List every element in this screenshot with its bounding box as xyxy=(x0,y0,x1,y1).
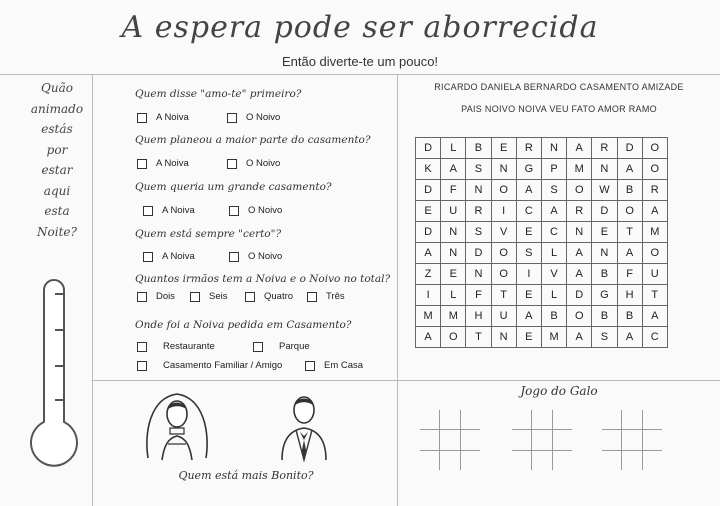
word-search-cell[interactable]: M xyxy=(541,327,566,348)
option-label: Quatro xyxy=(264,291,294,302)
word-search-cell[interactable]: N xyxy=(491,327,516,348)
groom-icon xyxy=(274,388,334,462)
tictactoe-board[interactable] xyxy=(420,410,480,470)
checkbox[interactable] xyxy=(245,292,255,302)
word-search-cell[interactable]: E xyxy=(516,327,541,348)
word-search-row xyxy=(416,180,668,201)
question-line: estás xyxy=(41,122,73,136)
word-search-cell[interactable]: E xyxy=(441,264,466,285)
word-search-cell[interactable]: A xyxy=(567,138,592,159)
word-search-cell[interactable]: S xyxy=(466,222,491,243)
word-search-cell[interactable]: O xyxy=(491,180,516,201)
word-search-cell[interactable]: N xyxy=(592,159,617,180)
option-label: O Noivo xyxy=(248,251,283,262)
quiz-option[interactable] xyxy=(137,360,282,371)
word-search-cell[interactable]: A xyxy=(567,243,592,264)
word-search-cell[interactable]: B xyxy=(541,306,566,327)
word-search-cell[interactable]: D xyxy=(617,138,642,159)
page-subtitle: Então diverte-te um pouco! xyxy=(281,54,439,69)
quiz-option[interactable] xyxy=(137,112,189,123)
quiz-option[interactable] xyxy=(229,205,282,216)
word-search-cell[interactable]: T xyxy=(491,285,516,306)
checkbox[interactable] xyxy=(229,252,239,262)
quiz-question: Quem está sempre "certo"? xyxy=(135,228,282,240)
option-label: A Noiva xyxy=(156,158,189,169)
word-search-cell[interactable]: K xyxy=(416,159,441,180)
tictactoe-board[interactable] xyxy=(512,410,572,470)
word-search-cell[interactable]: M xyxy=(642,222,667,243)
option-label: A Noiva xyxy=(156,112,189,123)
word-search-cell[interactable]: A xyxy=(441,159,466,180)
excitement-question xyxy=(28,78,86,242)
word-search-cell[interactable]: R xyxy=(642,180,667,201)
top-divider xyxy=(0,74,720,75)
word-search-cell[interactable]: A xyxy=(617,159,642,180)
option-label: Dois xyxy=(156,291,176,302)
page-title: A espera pode ser aborrecida xyxy=(121,10,599,45)
word-search-cell[interactable]: A xyxy=(642,201,667,222)
word-search-cell[interactable]: R xyxy=(592,138,617,159)
word-search-cell[interactable]: A xyxy=(617,327,642,348)
word-search-cell[interactable]: O xyxy=(642,138,667,159)
word-search-cell[interactable]: S xyxy=(541,180,566,201)
word-search-cell[interactable]: D xyxy=(567,285,592,306)
word-search-cell[interactable]: D xyxy=(592,201,617,222)
word-list-line-1: RICARDO DANIELA BERNARDO CASAMENTO AMIZADE xyxy=(434,82,684,92)
quiz-option[interactable] xyxy=(227,112,280,123)
quiz-option[interactable] xyxy=(137,158,189,169)
checkbox[interactable] xyxy=(137,292,147,302)
word-search-cell[interactable]: L xyxy=(441,285,466,306)
word-search-cell[interactable]: N xyxy=(592,243,617,264)
word-search-cell[interactable]: O xyxy=(441,327,466,348)
option-label: A Noiva xyxy=(162,251,195,262)
option-label: Em Casa xyxy=(324,360,364,371)
word-search-cell[interactable]: O xyxy=(642,243,667,264)
word-search-cell[interactable]: E xyxy=(516,222,541,243)
word-search-cell[interactable]: N xyxy=(541,138,566,159)
checkbox[interactable] xyxy=(190,292,200,302)
word-search-cell[interactable]: M xyxy=(567,159,592,180)
word-search-cell[interactable]: L xyxy=(441,138,466,159)
option-label: O Noivo xyxy=(246,112,281,123)
word-search-cell[interactable]: A xyxy=(541,201,566,222)
tictactoe-title: Jogo do Galo xyxy=(520,384,598,398)
option-label: O Noivo xyxy=(246,158,281,169)
word-search-cell[interactable]: C xyxy=(516,201,541,222)
word-search-cell[interactable]: B xyxy=(617,180,642,201)
question-line: Noite? xyxy=(37,224,77,239)
word-search-cell[interactable]: B xyxy=(592,306,617,327)
tictactoe-board[interactable] xyxy=(602,410,662,470)
word-search-cell[interactable]: O xyxy=(567,180,592,201)
quiz-option[interactable] xyxy=(143,205,195,216)
word-search-cell[interactable]: T xyxy=(617,222,642,243)
checkbox[interactable] xyxy=(227,113,237,123)
bottom-divider xyxy=(92,380,720,381)
word-search-cell[interactable]: M xyxy=(441,306,466,327)
word-search-cell[interactable]: B xyxy=(466,138,491,159)
checkbox[interactable] xyxy=(307,292,317,302)
word-search-cell[interactable]: D xyxy=(416,138,441,159)
word-search-cell[interactable]: H xyxy=(617,285,642,306)
word-search-row xyxy=(416,201,668,222)
word-search-cell[interactable]: F xyxy=(617,264,642,285)
word-search-cell[interactable]: E xyxy=(416,201,441,222)
word-search-cell[interactable]: N xyxy=(441,222,466,243)
word-search-cell[interactable]: T xyxy=(642,285,667,306)
bride-icon xyxy=(140,388,215,462)
word-search-cell[interactable]: L xyxy=(541,285,566,306)
word-search-cell[interactable]: A xyxy=(567,327,592,348)
word-search-cell[interactable]: F xyxy=(441,180,466,201)
quiz-option[interactable] xyxy=(143,251,195,262)
option-label: Três xyxy=(326,291,345,302)
word-search-cell[interactable]: S xyxy=(516,243,541,264)
checkbox[interactable] xyxy=(137,342,147,352)
word-search-cell[interactable]: N xyxy=(491,159,516,180)
word-search-row xyxy=(416,327,668,348)
quiz-option[interactable] xyxy=(190,291,227,302)
checkbox[interactable] xyxy=(143,252,153,262)
word-search-cell[interactable]: G xyxy=(592,285,617,306)
word-search-cell[interactable]: A xyxy=(642,306,667,327)
left-divider xyxy=(92,74,93,506)
word-search-row xyxy=(416,285,668,306)
word-search-cell[interactable]: G xyxy=(516,159,541,180)
option-label: Parque xyxy=(279,341,310,352)
center-divider xyxy=(397,74,398,506)
word-search-cell[interactable]: E xyxy=(592,222,617,243)
word-search-cell[interactable]: F xyxy=(466,285,491,306)
word-search-row xyxy=(416,264,668,285)
quiz-option[interactable] xyxy=(137,291,175,302)
quiz-question: Onde foi a Noiva pedida em Casamento? xyxy=(135,319,352,331)
word-search-cell[interactable]: O xyxy=(642,159,667,180)
word-search-cell[interactable]: E xyxy=(516,285,541,306)
word-search-row xyxy=(416,159,668,180)
checkbox[interactable] xyxy=(137,361,147,371)
question-line: Quão xyxy=(41,81,73,95)
word-search-cell[interactable]: A xyxy=(617,243,642,264)
checkbox[interactable] xyxy=(229,206,239,216)
couple-caption: Quem está mais Bonito? xyxy=(178,469,314,482)
thermometer-icon xyxy=(24,272,84,477)
word-search-cell[interactable]: E xyxy=(491,138,516,159)
word-search-cell[interactable]: L xyxy=(541,243,566,264)
checkbox[interactable] xyxy=(253,342,263,352)
word-list-line-2: PAIS NOIVO NOIVA VEU FATO AMOR RAMO xyxy=(461,104,657,114)
quiz-question: Quem planeou a maior parte do casamento? xyxy=(135,134,371,146)
word-search-row xyxy=(416,138,668,159)
word-search-cell[interactable]: U xyxy=(441,201,466,222)
word-search-cell[interactable]: U xyxy=(491,306,516,327)
quiz-option[interactable] xyxy=(253,341,310,352)
word-search-cell[interactable]: S xyxy=(592,327,617,348)
word-search-row xyxy=(416,222,668,243)
quiz-option[interactable] xyxy=(229,251,282,262)
word-search-cell[interactable]: R xyxy=(567,201,592,222)
quiz-option[interactable] xyxy=(307,291,345,302)
word-search-cell[interactable]: T xyxy=(466,327,491,348)
word-search-cell[interactable]: A xyxy=(416,327,441,348)
word-search-cell[interactable]: I xyxy=(491,201,516,222)
word-search-cell[interactable]: M xyxy=(416,306,441,327)
word-search-cell[interactable]: N xyxy=(466,264,491,285)
word-search-grid xyxy=(415,137,668,348)
word-search-cell[interactable]: O xyxy=(491,243,516,264)
word-search-cell[interactable]: U xyxy=(642,264,667,285)
word-search-cell[interactable]: C xyxy=(642,327,667,348)
option-label: Restaurante xyxy=(163,341,215,352)
option-label: A Noiva xyxy=(162,205,195,216)
word-search-cell[interactable]: A xyxy=(416,243,441,264)
word-search-cell[interactable]: O xyxy=(491,264,516,285)
question-line: aqui xyxy=(43,183,71,198)
question-line: estar xyxy=(41,163,73,177)
quiz-option[interactable] xyxy=(227,158,280,169)
word-search-cell[interactable]: A xyxy=(516,180,541,201)
word-search-cell[interactable]: O xyxy=(567,306,592,327)
word-search-cell[interactable]: I xyxy=(416,285,441,306)
quiz-question: Quem queria um grande casamento? xyxy=(135,181,332,193)
checkbox[interactable] xyxy=(305,361,315,371)
word-search-cell[interactable]: N xyxy=(466,180,491,201)
checkbox[interactable] xyxy=(137,159,147,169)
word-search-cell[interactable]: D xyxy=(416,180,441,201)
quiz-option[interactable] xyxy=(137,341,215,352)
word-search-cell[interactable]: D xyxy=(466,243,491,264)
quiz-option[interactable] xyxy=(305,360,363,371)
word-search-cell[interactable]: B xyxy=(592,264,617,285)
word-search-cell[interactable]: B xyxy=(617,306,642,327)
word-search-cell[interactable]: Z xyxy=(416,264,441,285)
word-search-cell[interactable]: O xyxy=(617,201,642,222)
word-search-cell[interactable]: V xyxy=(491,222,516,243)
checkbox[interactable] xyxy=(227,159,237,169)
word-search-cell[interactable]: I xyxy=(516,264,541,285)
word-search-cell[interactable]: N xyxy=(567,222,592,243)
word-search-cell[interactable]: R xyxy=(516,138,541,159)
word-search-cell[interactable]: V xyxy=(541,264,566,285)
word-search-cell[interactable]: D xyxy=(416,222,441,243)
word-search-cell[interactable]: R xyxy=(466,201,491,222)
quiz-question: Quem disse "amo-te" primeiro? xyxy=(135,88,302,100)
quiz-question: Quantos irmãos tem a Noiva e o Noivo no total? xyxy=(135,273,391,285)
word-search-cell[interactable]: A xyxy=(567,264,592,285)
word-search-row xyxy=(416,306,668,327)
option-label: O Noivo xyxy=(248,205,283,216)
checkbox[interactable] xyxy=(137,113,147,123)
word-search-cell[interactable]: H xyxy=(466,306,491,327)
option-label: Casamento Familiar / Amigo xyxy=(163,360,283,371)
word-search-cell[interactable]: A xyxy=(516,306,541,327)
checkbox[interactable] xyxy=(143,206,153,216)
question-line: por xyxy=(46,142,68,157)
word-search-cell[interactable]: P xyxy=(541,159,566,180)
option-label: Seis xyxy=(209,291,228,302)
word-search-cell[interactable]: W xyxy=(592,180,617,201)
question-line: esta xyxy=(44,204,70,218)
word-search-cell[interactable]: S xyxy=(466,159,491,180)
question-line: animado xyxy=(30,101,84,116)
word-search-cell[interactable]: N xyxy=(441,243,466,264)
quiz-option[interactable] xyxy=(245,291,293,302)
word-search-row xyxy=(416,243,668,264)
word-search-cell[interactable]: C xyxy=(541,222,566,243)
